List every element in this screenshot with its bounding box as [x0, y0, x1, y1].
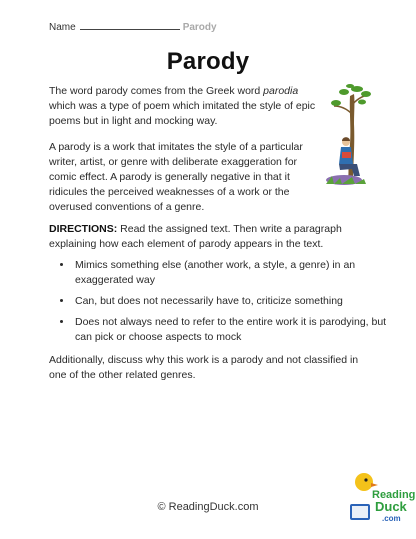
list-item: • Mimics something else (another work, a style, a genre) in an exaggerated way	[73, 258, 393, 288]
duck-eye	[364, 478, 367, 481]
page-title: Parody	[166, 48, 250, 75]
parody-elements-list	[49, 258, 393, 351]
logo-duck-text: Duck	[375, 499, 407, 514]
list-item: • Can, but does not necessarily have to, criticize something	[73, 294, 393, 309]
reader-under-tree-illustration	[322, 84, 372, 194]
directions-label: DIRECTIONS:	[49, 223, 118, 235]
duck-beak	[371, 483, 378, 487]
intro-paragraph	[49, 84, 319, 129]
name-row	[49, 21, 217, 33]
duck-head-icon	[355, 473, 373, 491]
intro-text-end: which was a type of poem which imitated the style of epic poems but in light and mocking way.	[49, 100, 316, 127]
definition-paragraph: A parody is a work that imitates the style of a particular writer, artist, or genre with deliberate exaggeration for comic effect. A parody is generally negative in that it ridicules the perceived weaknesses of a work or the overused conventions of a genre.	[49, 141, 303, 213]
readingduck-logo	[342, 470, 416, 530]
topic-label: Parody	[182, 22, 217, 33]
closing-paragraph: Additionally, discuss why this work is a parody and not classified in one of the other related genres.	[49, 354, 359, 381]
intro-greek-word: parodia	[263, 85, 299, 97]
logo-reading-text: Reading	[372, 489, 416, 501]
footer-copyright: © ReadingDuck.com	[157, 501, 259, 513]
list-item: • Does not always need to refer to the entire work it is parodying, but can pick or choose aspects to mock	[73, 315, 393, 345]
name-field-line[interactable]	[80, 21, 180, 30]
logo-com-text: .com	[382, 514, 401, 523]
reader-hair	[342, 137, 350, 141]
tree-branch-2	[334, 106, 352, 114]
directions-paragraph	[49, 222, 369, 252]
directions-text: Read the assigned text. Then write a paragraph explaining how each element of parody appears in the text.	[49, 223, 342, 250]
reader-book	[342, 152, 351, 158]
name-label: Name	[49, 22, 76, 33]
intro-text-start: The word parody comes from the Greek word	[49, 85, 264, 97]
